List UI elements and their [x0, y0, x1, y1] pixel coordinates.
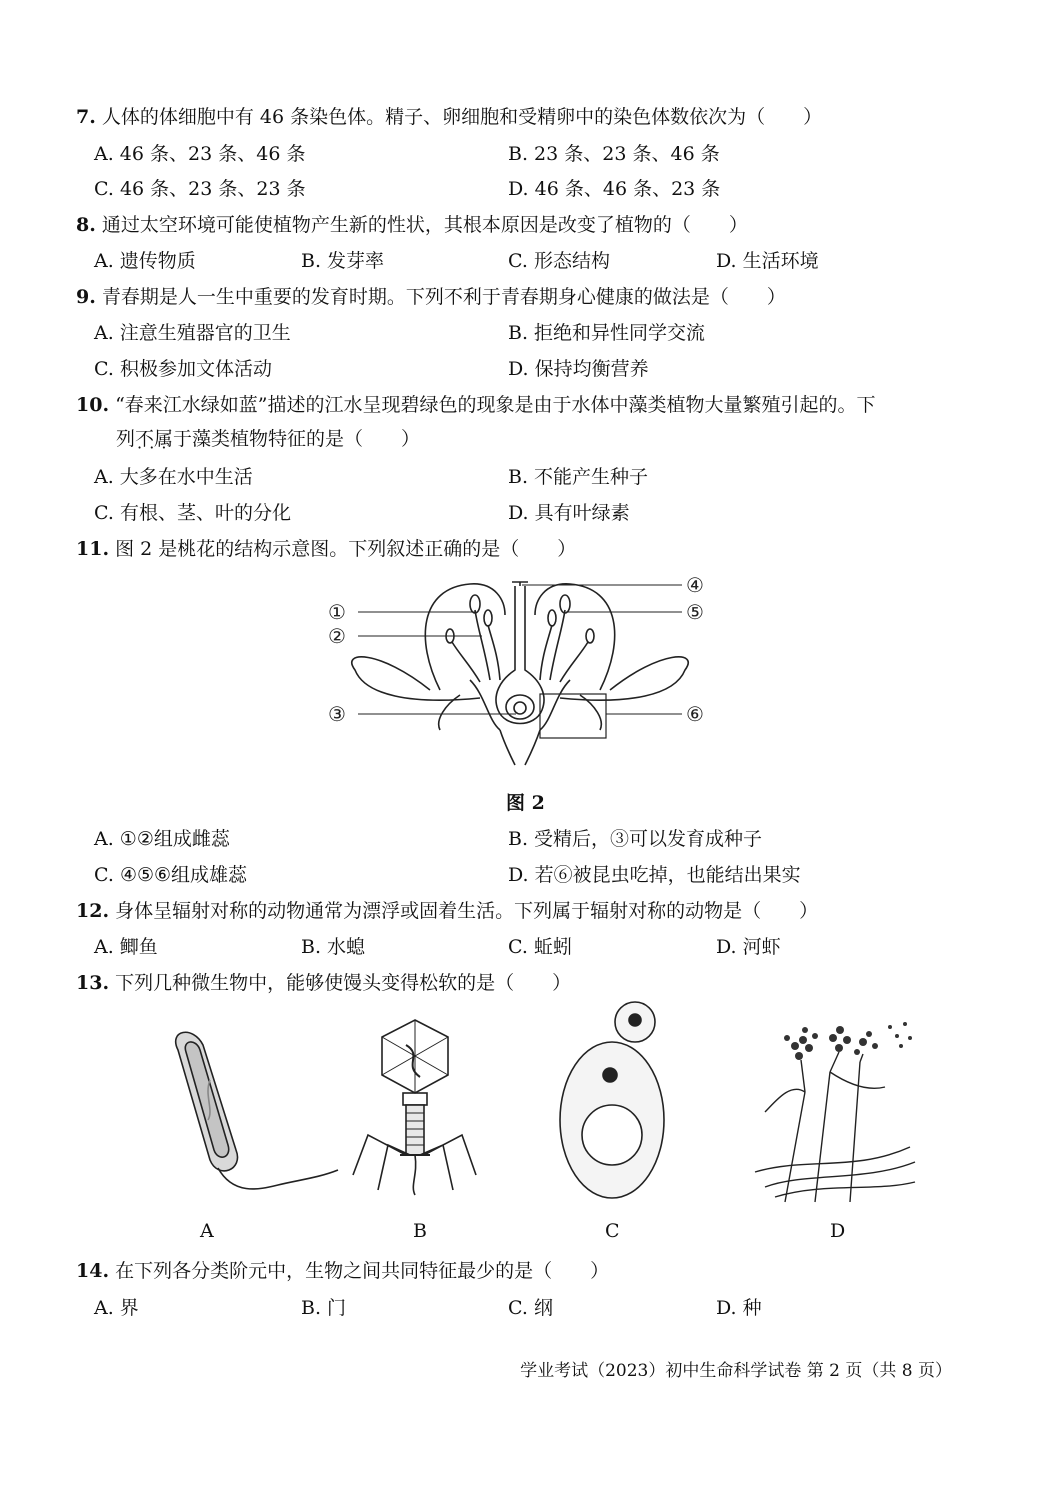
- figure-label-b: B: [413, 1220, 427, 1242]
- question-number: 9.: [76, 286, 96, 308]
- label-5: ⑤: [686, 600, 704, 624]
- question-8: [76, 210, 748, 237]
- option-a[interactable]: A. 遗传物质: [94, 250, 196, 272]
- option-c[interactable]: C. 有根、茎、叶的分化: [94, 502, 291, 524]
- figure-label-a: A: [200, 1220, 214, 1242]
- option-b[interactable]: B. 水螅: [301, 936, 366, 958]
- option-c[interactable]: C. 纲: [508, 1297, 553, 1319]
- figure-label-c: C: [605, 1220, 620, 1242]
- question-number: 7.: [76, 106, 96, 128]
- question-10-line2: 列不属于 · · ·藻类植物特征的是（ ）: [116, 424, 420, 451]
- question-number: 12.: [76, 900, 110, 922]
- option-d[interactable]: D. 具有叶绿素: [508, 502, 630, 524]
- question-13: [76, 968, 571, 995]
- option-b[interactable]: B. 发芽率: [301, 250, 385, 272]
- option-c[interactable]: C. 46 条、23 条、23 条: [94, 178, 306, 200]
- options-row: [94, 860, 974, 886]
- question-stem: 下列几种微生物中，能够使馒头变得松软的是（ ）: [115, 972, 572, 994]
- question-stem: 青春期是人一生中重要的发育时期。下列不利于青春期身心健康的做法是（ ）: [101, 286, 786, 308]
- question-stem-line1: “春来江水绿如蓝”描述的江水呈现碧绿色的现象是由于水体中藻类植物大量繁殖引起的。下: [115, 394, 876, 416]
- question-10: [76, 390, 876, 417]
- options-row: [94, 174, 974, 200]
- options-row: [94, 354, 974, 380]
- option-a[interactable]: A. 46 条、23 条、46 条: [94, 143, 306, 165]
- label-6: ⑥: [686, 702, 704, 726]
- label-1: ①: [328, 600, 346, 624]
- question-12: [76, 896, 818, 923]
- option-c[interactable]: C. 积极参加文体活动: [94, 358, 272, 380]
- option-d[interactable]: D. 46 条、46 条、23 条: [508, 178, 721, 200]
- options-row: [94, 498, 974, 524]
- option-a[interactable]: A. 大多在水中生活: [94, 466, 253, 488]
- option-b[interactable]: B. 门: [301, 1297, 347, 1319]
- option-b[interactable]: B. 23 条、23 条、46 条: [508, 143, 720, 165]
- question-stem: 图 2 是桃花的结构示意图。下列叙述正确的是（ ）: [115, 538, 577, 560]
- options-row: [94, 1293, 974, 1319]
- options-row: [94, 462, 974, 488]
- question-number: 14.: [76, 1260, 110, 1282]
- option-c[interactable]: C. ④⑤⑥组成雄蕊: [94, 864, 248, 886]
- mold-image: [745, 1012, 920, 1207]
- bacteriophage-image: [348, 1015, 483, 1205]
- option-c[interactable]: C. 蚯蚓: [508, 936, 572, 958]
- question-14: [76, 1256, 609, 1283]
- question-number: 13.: [76, 972, 110, 994]
- label-2: ②: [328, 624, 346, 648]
- question-number: 8.: [76, 214, 96, 236]
- option-d[interactable]: D. 河虾: [716, 936, 781, 958]
- bacterium-image: [148, 1020, 343, 1205]
- option-d[interactable]: D. 种: [716, 1297, 762, 1319]
- emphasis-text: 不属于 · · ·: [135, 424, 192, 451]
- page-footer: 学业考试（2023）初中生命科学试卷 第 2 页（共 8 页）: [520, 1361, 952, 1381]
- options-row: [94, 318, 974, 344]
- options-row: [94, 246, 974, 272]
- figure-caption: 图 2: [506, 792, 545, 814]
- question-stem: 身体呈辐射对称的动物通常为漂浮或固着生活。下列属于辐射对称的动物是（ ）: [115, 900, 819, 922]
- question-stem: 在下列各分类阶元中，生物之间共同特征最少的是（ ）: [115, 1260, 610, 1282]
- option-d[interactable]: D. 若⑥被昆虫吃掉，也能结出果实: [508, 864, 801, 886]
- question-stem: 人体的体细胞中有 46 条染色体。精子、卵细胞和受精卵中的染色体数依次为（ ）: [101, 106, 823, 128]
- option-b[interactable]: B. 拒绝和异性同学交流: [508, 322, 706, 344]
- question-number: 11.: [76, 538, 110, 560]
- question-11: [76, 534, 576, 561]
- option-d[interactable]: D. 保持均衡营养: [508, 358, 649, 380]
- option-b[interactable]: B. 受精后，③可以发育成种子: [508, 828, 763, 850]
- option-c[interactable]: C. 形态结构: [508, 250, 610, 272]
- label-3: ③: [328, 702, 346, 726]
- option-d[interactable]: D. 生活环境: [716, 250, 819, 272]
- option-a[interactable]: A. 鲫鱼: [94, 936, 158, 958]
- question-9: [76, 282, 786, 309]
- peach-flower-diagram: [320, 570, 720, 770]
- option-a[interactable]: A. 注意生殖器官的卫生: [94, 322, 291, 344]
- option-b[interactable]: B. 不能产生种子: [508, 466, 649, 488]
- yeast-image: [552, 1000, 672, 1205]
- question-stem: 通过太空环境可能使植物产生新的性状，其根本原因是改变了植物的（ ）: [101, 214, 748, 236]
- option-a[interactable]: A. ①②组成雌蕊: [94, 828, 230, 850]
- options-row: [94, 824, 974, 850]
- question-7: [76, 102, 822, 129]
- option-a[interactable]: A. 界: [94, 1297, 139, 1319]
- question-number: 10.: [76, 394, 110, 416]
- options-row: [94, 932, 974, 958]
- figure-label-d: D: [830, 1220, 846, 1242]
- options-row: [94, 139, 974, 165]
- label-4: ④: [686, 573, 704, 597]
